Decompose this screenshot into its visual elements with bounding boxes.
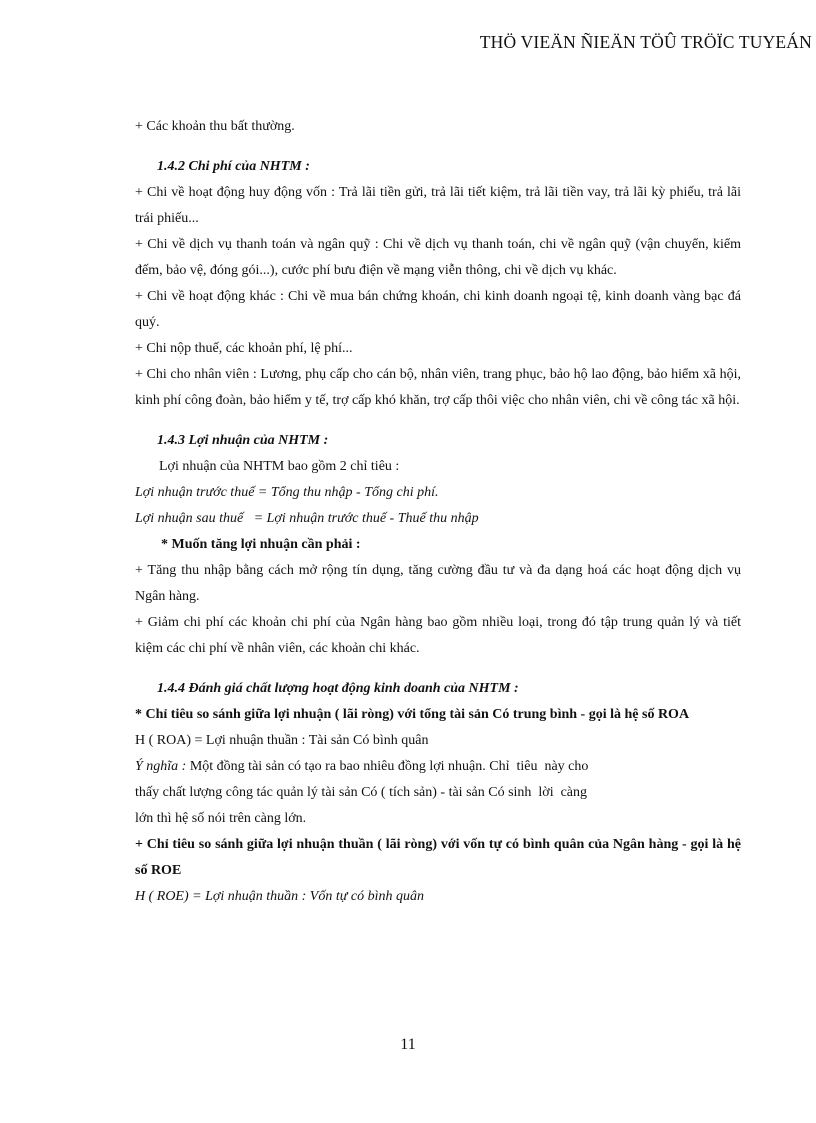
paragraph: + Chi về hoạt động khác : Chi về mua bán chứng khoán, chi kinh doanh ngoại tệ, kinh doanh vàng bạc đá quý. [135, 289, 741, 330]
paragraph: + Chi nộp thuế, các khoản phí, lệ phí... [135, 341, 353, 356]
page-number: 11 [400, 1036, 416, 1053]
document-body [135, 114, 741, 910]
page-header: THÖ VIEÄN ÑIEÄN TÖÛ TRÖÏC TUYEÁN [479, 32, 812, 52]
roe-title: + Chỉ tiêu so sánh giữa lợi nhuận thuần ( lãi ròng) với vốn tự có bình quân của Ngân hàng - gọi là hệ số ROE [135, 837, 741, 878]
formula: Lợi nhuận sau thuế = Lợi nhuận trước thuế - Thuế thu nhập [135, 511, 479, 526]
meaning-text: thấy chất lượng công tác quản lý tài sản Có ( tích sản) - tài sản Có sinh lời càng [135, 785, 588, 800]
paragraph: + Chi cho nhân viên : Lương, phụ cấp cho cán bộ, nhân viên, trang phục, bảo hộ lao động, bảo hiểm xã hội, kinh phí công đoàn, bảo hiểm y tế, trợ cấp khó khăn, trợ cấp thôi việc cho nhân viên, chi về công tác xã hội. [135, 367, 741, 408]
paragraph: + Tăng thu nhập bằng cách mở rộng tín dụng, tăng cường đầu tư và đa dạng hoá các hoạt động dịch vụ Ngân hàng. [135, 563, 741, 604]
paragraph: Lợi nhuận của NHTM bao gồm 2 chỉ tiêu : [159, 459, 400, 474]
meaning-text: lớn thì hệ số nói trên càng lớn. [135, 811, 307, 826]
paragraph: + Chi về dịch vụ thanh toán và ngân quỹ : Chi về dịch vụ thanh toán, chi về ngân quỹ (vận chuyển, kiểm đếm, bảo vệ, đóng gói...), cước phí bưu điện về mạng viễn thông, chi về dịch vụ khác. [135, 237, 741, 278]
paragraph: + Giảm chi phí các khoản chi phí của Ngân hàng bao gồm nhiều loại, trong đó tập trung quản lý và tiết kiệm các chi phí về nhân viên, các khoản chi khác. [135, 615, 741, 656]
subheading: * Muốn tăng lợi nhuận cần phải : [161, 537, 361, 552]
meaning-paragraph [135, 754, 741, 780]
formula: H ( ROA) = Lợi nhuận thuần : Tài sản Có bình quân [135, 733, 429, 748]
section-heading: 1.4.2 Chi phí của NHTM : [157, 159, 310, 174]
formula: H ( ROE) = Lợi nhuận thuần : Vốn tự có bình quân [135, 889, 424, 904]
formula: Lợi nhuận trước thuế = Tổng thu nhập - Tổng chi phí. [135, 485, 439, 500]
paragraph: + Chi về hoạt động huy động vốn : Trả lãi tiền gửi, trả lãi tiết kiệm, trả lãi tiền vay, trả lãi kỳ phiếu, trả lãi trái phiếu... [135, 185, 741, 226]
paragraph: + Các khoản thu bất thường. [135, 119, 295, 134]
section-heading: 1.4.4 Đánh giá chất lượng hoạt động kinh doanh của NHTM : [157, 681, 519, 696]
meaning-label: Ý nghĩa : [135, 759, 187, 774]
roa-title: * Chỉ tiêu so sánh giữa lợi nhuận ( lãi ròng) với tổng tài sản Có trung bình - gọi là hệ số ROA [135, 707, 690, 722]
section-heading: 1.4.3 Lợi nhuận của NHTM : [157, 433, 329, 448]
meaning-text: Một đồng tài sản có tạo ra bao nhiêu đồng lợi nhuận. Chỉ tiêu này cho [186, 759, 589, 774]
